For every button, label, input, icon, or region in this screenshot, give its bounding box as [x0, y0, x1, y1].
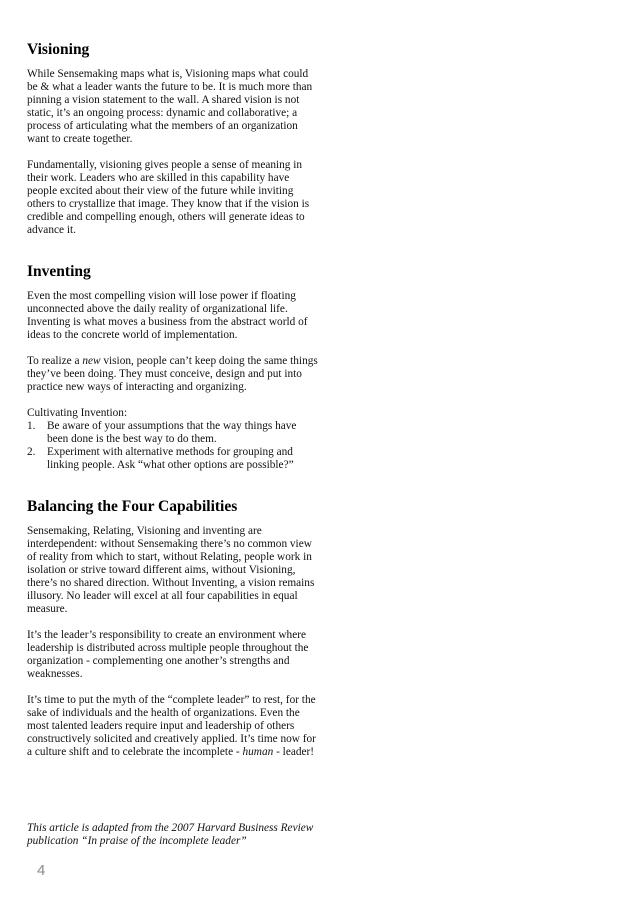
paragraph [27, 694, 319, 759]
paragraph: Even the most compelling vision will lose power if floating unconnected above the daily reality of organizational life. Inventing is what moves a business from the abstract world of ideas to the concrete world of implementation. [27, 290, 308, 341]
emphasis-text: new [82, 355, 101, 367]
list-heading: Cultivating Invention: [27, 407, 128, 419]
list-text: Be aware of your assumptions that the way things have been done is the best way to do them. [47, 420, 297, 445]
list-number: 2. [27, 446, 36, 458]
list-item [27, 420, 319, 446]
list-number: 1. [27, 420, 36, 432]
article-body [27, 40, 319, 759]
text-run: - leader! [273, 746, 315, 758]
list-item [27, 446, 319, 472]
paragraph: While Sensemaking maps what is, Visioning maps what could be & what a leader wants the future to be. It is much more than pinning a vision statement to the wall. A shared vision is not static, it’s an ongoing process: dynamic and collaborative; a process of articulating what the members of an organization want to create together. [27, 68, 313, 145]
list-text: Experiment with alternative methods for grouping and linking people. Ask “what other options are possible?” [47, 446, 294, 471]
page-number: 4 [37, 862, 46, 879]
paragraph: Fundamentally, visioning gives people a sense of meaning in their work. Leaders who are skilled in this capability have people excited about their view of the future while inviting others to crystallize that image. They know that if the vision is credible and compelling enough, others will generate ideas to advance it. [27, 159, 310, 236]
section-heading-inventing: Inventing [27, 263, 91, 280]
paragraph: It’s the leader’s responsibility to create an environment where leadership is distributed across multiple people throughout the organization - complementing one another’s strengths and weaknesses. [27, 629, 309, 680]
text-run: It’s time to put the myth of the “complete leader” to rest, for the sake of individuals and the health of organizations. Even the most talented leaders require input and leadership of others constructively solicited and creatively applied. It’s time now for a culture shift and to celebrate the incomplete - [27, 694, 316, 758]
text-run: vision, people can’t keep doing the same things they’ve been doing. They must conceive, design and put into practice new ways of interacting and organizing. [27, 355, 318, 393]
section-heading-balancing: Balancing the Four Capabilities [27, 498, 238, 515]
paragraph [27, 355, 319, 394]
paragraph: Sensemaking, Relating, Visioning and inventing are interdependent: without Sensemaking there’s no common view of reality from which to start, without Relating, people work in isolation or strive toward different aims, without Visioning, there’s no shared direction. Without Inventing, a vision remains illusory. No leader will excel at all four capabilities in equal measure. [27, 525, 315, 615]
text-run: To realize a [27, 355, 83, 367]
section-heading-visioning: Visioning [27, 41, 90, 58]
source-note: This article is adapted from the 2007 Harvard Business Review publication “In praise of the incomplete leader” [27, 822, 314, 847]
numbered-list [27, 420, 319, 472]
emphasis-text: human [242, 746, 274, 758]
